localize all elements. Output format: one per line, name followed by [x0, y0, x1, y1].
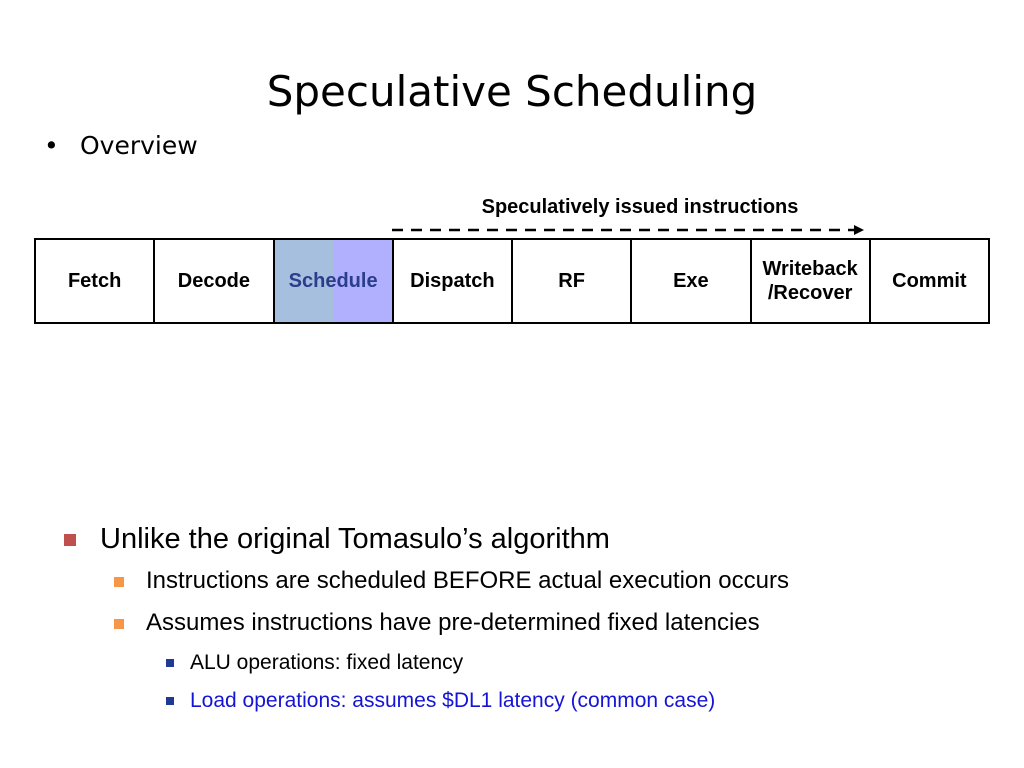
bullet-text: Unlike the original Tomasulo’s algorithm: [100, 523, 610, 555]
stage-writeback-recover: [750, 240, 869, 322]
stage-rf: [511, 240, 630, 322]
square-bullet-icon: [114, 619, 124, 629]
stage-exe: [630, 240, 749, 322]
bullet-list: [62, 518, 1002, 720]
stage-label: Writeback /Recover: [762, 258, 858, 304]
stage-label: Schedule: [288, 270, 378, 292]
bullet-text: Instructions are scheduled BEFORE actual execution occurs: [146, 567, 789, 594]
bullet-dot-icon: •: [44, 131, 59, 160]
bullet-item-level3: [62, 682, 1002, 720]
stage-schedule: [273, 240, 392, 322]
arrow-head-icon: [854, 225, 864, 235]
stage-label: Decode: [177, 270, 250, 292]
bullet-text: Assumes instructions have pre-determined fixed latencies: [146, 609, 760, 636]
overview-item: [44, 128, 198, 164]
stage-commit: [869, 240, 990, 322]
stage-label: Commit: [892, 270, 967, 292]
stage-label: Fetch: [67, 270, 122, 292]
square-bullet-icon: [114, 577, 124, 587]
bullet-item-level2: [62, 560, 1002, 602]
stage-decode: [153, 240, 272, 322]
stage-fetch: [34, 240, 153, 322]
slide-title: Speculative Scheduling: [266, 67, 758, 116]
bullet-text: ALU operations: fixed latency: [190, 651, 464, 674]
square-bullet-icon: [166, 659, 174, 667]
bullet-text-highlighted: Load operations: assumes $DL1 latency (common case): [190, 689, 716, 712]
overview-label: Overview: [80, 131, 198, 160]
square-bullet-icon: [166, 697, 174, 705]
stage-label: Dispatch: [410, 270, 495, 292]
speculative-label: Speculatively issued instructions: [481, 196, 799, 218]
stage-label: RF: [558, 270, 585, 292]
stage-dispatch: [392, 240, 511, 322]
bullet-item-level3: [62, 644, 1002, 682]
square-bullet-icon: [64, 534, 76, 546]
bullet-item-level1: [62, 518, 1002, 560]
speculative-range-arrow-icon: [390, 222, 870, 238]
stage-label: Exe: [673, 270, 709, 292]
bullet-item-level2: [62, 602, 1002, 644]
pipeline-diagram: [34, 238, 990, 324]
